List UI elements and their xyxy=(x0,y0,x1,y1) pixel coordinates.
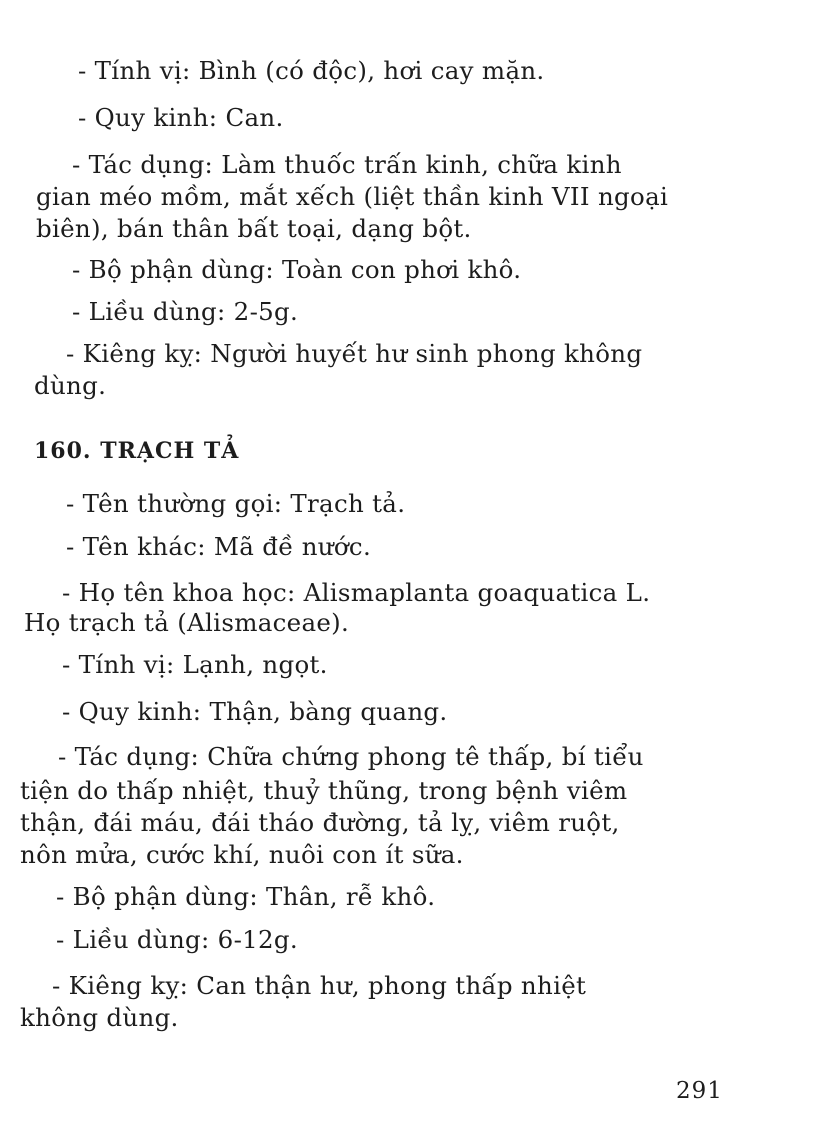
ten-khac: - Tên khác: Mã đề nước. xyxy=(66,532,372,561)
ten-thuong-goi: - Tên thường gọi: Trạch tả. xyxy=(66,489,406,518)
tac-dung-line-2: tiện do thấp nhiệt, thuỷ thũng, trong bệnh viêm xyxy=(20,776,628,805)
tinh-vi: - Tính vị: Lạnh, ngọt. xyxy=(62,650,328,679)
page-number: 291 xyxy=(676,1078,723,1104)
prev-lieu-dung: - Liều dùng: 2-5g. xyxy=(72,297,299,326)
tac-dung-line-1: - Tác dụng: Chữa chứng phong tê thấp, bí tiểu xyxy=(58,742,644,771)
kieng-ky-line-1: - Kiêng kỵ: Can thận hư, phong thấp nhiệt xyxy=(52,971,587,1000)
section-heading: 160. TRẠCH TẢ xyxy=(34,438,240,464)
prev-tinh-vi: - Tính vị: Bình (có độc), hơi cay mặn. xyxy=(78,56,545,85)
tac-dung-line-4: nôn mửa, cước khí, nuôi con ít sữa. xyxy=(20,840,464,869)
prev-tac-dung-line-1: - Tác dụng: Làm thuốc trấn kinh, chữa kinh xyxy=(72,150,622,179)
prev-tac-dung-line-2: gian méo mồm, mắt xếch (liệt thần kinh VII ngoại xyxy=(36,182,669,211)
lieu-dung: - Liều dùng: 6-12g. xyxy=(56,925,298,954)
prev-bo-phan-dung: - Bộ phận dùng: Toàn con phơi khô. xyxy=(72,255,522,284)
ho-ten-khoa-hoc-line-1: - Họ tên khoa học: Alismaplanta goaquatica L. xyxy=(62,578,651,607)
prev-kieng-ky-line-2: dùng. xyxy=(34,371,107,400)
quy-kinh: - Quy kinh: Thận, bàng quang. xyxy=(62,697,448,726)
prev-kieng-ky-line-1: - Kiêng kỵ: Người huyết hư sinh phong không xyxy=(66,339,643,368)
prev-quy-kinh: - Quy kinh: Can. xyxy=(78,103,284,132)
prev-tac-dung-line-3: biên), bán thân bất toại, dạng bột. xyxy=(36,214,472,243)
ho-ten-khoa-hoc-line-2: Họ trạch tả (Alismaceae). xyxy=(24,608,350,637)
kieng-ky-line-2: không dùng. xyxy=(20,1003,179,1032)
tac-dung-line-3: thận, đái máu, đái tháo đường, tả lỵ, viêm ruột, xyxy=(20,808,620,837)
bo-phan-dung: - Bộ phận dùng: Thân, rễ khô. xyxy=(56,882,436,911)
